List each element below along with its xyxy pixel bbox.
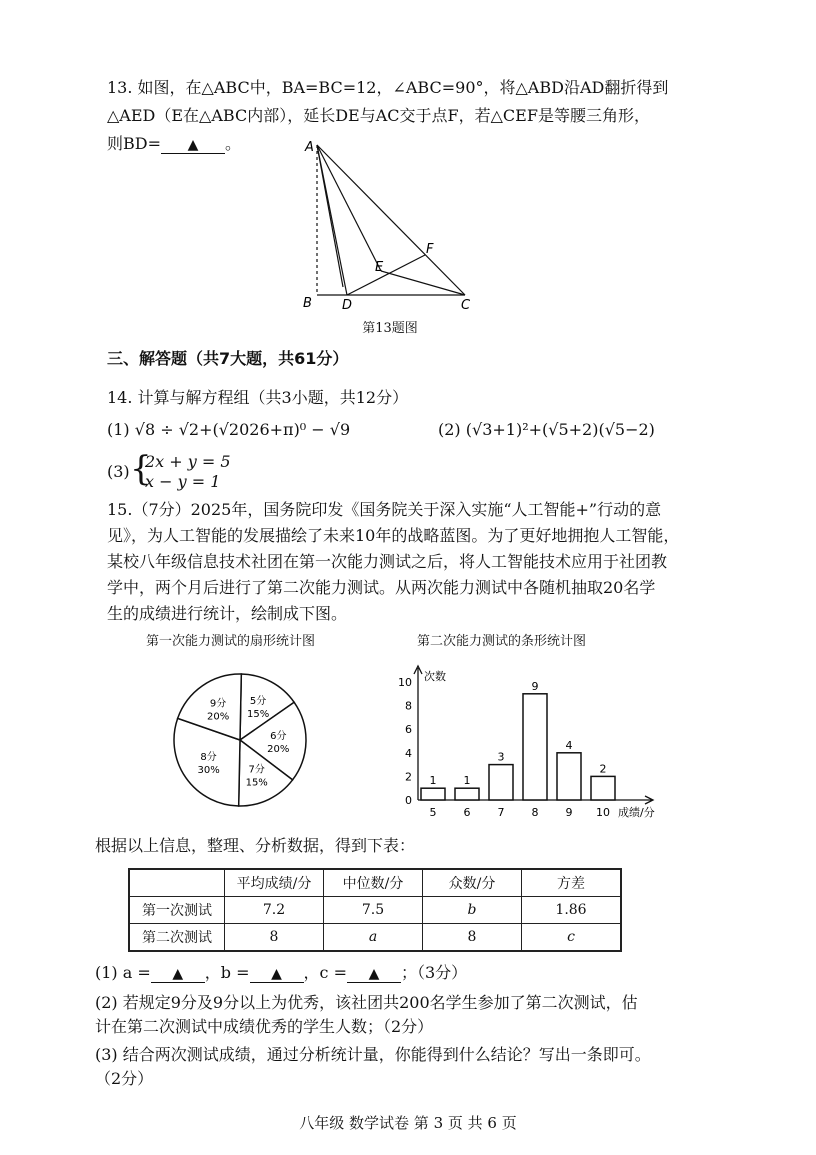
table-row xyxy=(129,897,621,924)
table-header-row xyxy=(129,869,621,897)
answer-blank-b xyxy=(250,963,304,983)
q15-sub-3-line-1: (3) 结合两次测试成绩，通过分析统计量，你能得到什么结论？写出一条即可。 xyxy=(95,1045,651,1064)
table-cell: 8 xyxy=(225,924,324,952)
point-label-a: A xyxy=(305,140,314,155)
q14-equation-2: x − y = 1 xyxy=(145,472,221,491)
q14-part-1: (1) √8 ÷ √2+(√2026+π)⁰ − √9 xyxy=(107,420,351,439)
q15-sub-2-line-1: (2) 若规定9分及9分以上为优秀，该社团共200名学生参加了第二次测试，估 xyxy=(95,993,638,1012)
q13-line-1: 13. 如图，在△ABC中，BA=BC=12，∠ABC=90°，将△ABD沿AD翻折得到 xyxy=(107,78,669,97)
pie-slice-label: 6分 xyxy=(270,730,287,742)
bar-chart xyxy=(390,660,670,825)
q15-sub-1-tail: ；（3分） xyxy=(401,963,468,982)
q15-sub-1-b-label: ，b = xyxy=(204,963,250,982)
y-tick-label: 8 xyxy=(405,699,412,713)
x-tick-label: 8 xyxy=(531,806,539,819)
table-cell: 1.86 xyxy=(522,897,622,924)
point-label-b: B xyxy=(303,296,312,311)
table-cell: a xyxy=(324,924,423,952)
q14-part-3-label: (3) xyxy=(107,462,130,481)
q15-sub-1-c-label: ，c = xyxy=(303,963,347,982)
q13-answer-blank xyxy=(161,134,225,154)
bar-data-label: 1 xyxy=(429,774,437,788)
table-header-cell: 中位数/分 xyxy=(324,869,423,897)
bar xyxy=(523,694,547,800)
table-header-cell: 平均成绩/分 xyxy=(225,869,324,897)
table-header-cell: 方差 xyxy=(522,869,622,897)
q15-line-5: 生的成绩进行统计，绘制成下图。 xyxy=(107,604,348,623)
q13-answer-prefix: 则BD= xyxy=(107,134,161,153)
answer-blank-a xyxy=(151,963,205,983)
y-tick-label: 6 xyxy=(405,723,412,737)
triangle-marker-icon: ▲ xyxy=(368,966,380,982)
table-cell: 第二次测试 xyxy=(129,924,225,952)
y-tick-label: 10 xyxy=(398,676,412,689)
bar-data-label: 2 xyxy=(599,762,607,776)
y-tick-label: 4 xyxy=(405,746,412,760)
q13-geometry-figure xyxy=(295,135,495,315)
q15-analysis-text: 根据以上信息，整理、分析数据，得到下表： xyxy=(95,836,416,855)
bar xyxy=(455,788,479,800)
y-axis-label: 次数 xyxy=(424,670,446,683)
bar xyxy=(489,765,513,800)
pie-slice-label: 5分 xyxy=(249,696,267,708)
bar xyxy=(591,776,615,800)
pie-slice-label: 9分 xyxy=(209,698,227,710)
pie-slice-percent: 30% xyxy=(197,764,220,776)
stats-table xyxy=(128,868,622,952)
bar xyxy=(557,753,581,800)
q15-line-4: 学中，两个月后进行了第二次能力测试。从两次能力测试中各随机抽取20名学 xyxy=(107,578,656,597)
table-cell: 8 xyxy=(423,924,522,952)
pie-slice-label: 8分 xyxy=(200,751,217,763)
pie-slice-percent: 15% xyxy=(245,777,268,789)
q13-line-3 xyxy=(107,131,241,154)
bar-data-label: 4 xyxy=(565,738,573,752)
triangle-marker-icon: ▲ xyxy=(172,966,184,982)
q14-title: 14. 计算与解方程组（共3小题，共12分） xyxy=(107,388,409,407)
segment-df xyxy=(347,255,425,295)
q15-sub-3-line-2: （2分） xyxy=(95,1069,154,1088)
q15-line-1: 15.（7分）2025年，国务院印发《国务院关于深入实施“人工智能+”行动的意 xyxy=(107,500,662,519)
q14-equation-1: 2x + y = 5 xyxy=(145,452,231,471)
q15-sub-2-line-2: 计在第二次测试中成绩优秀的学生人数；（2分） xyxy=(95,1017,434,1036)
q15-line-2: 见》，为人工智能的发展描绘了未来10年的战略蓝图。为了更好地拥抱人工智能， xyxy=(107,526,680,545)
pie-slice-percent: 20% xyxy=(267,743,290,755)
table-row xyxy=(129,924,621,952)
x-tick-label: 7 xyxy=(497,806,505,819)
q15-stem xyxy=(107,497,807,627)
q15-line-3: 某校八年级信息技术社团在第一次能力测试之后，将人工智能技术应用于社团教 xyxy=(107,552,668,571)
segment-ae xyxy=(317,145,381,271)
x-tick-label: 5 xyxy=(429,806,437,819)
pie-slice-percent: 20% xyxy=(206,711,230,723)
bar xyxy=(421,788,445,800)
page-footer: 八年级 数学试卷 第 3 页 共 6 页 xyxy=(299,1114,517,1132)
q15-sub-1-a-label: (1) a = xyxy=(95,963,151,982)
x-tick-label: 9 xyxy=(565,806,573,819)
q15-sub-1 xyxy=(95,960,467,983)
table-header-cell: 众数/分 xyxy=(423,869,522,897)
x-axis-label: 成绩/分 xyxy=(618,806,655,819)
table-cell: 第一次测试 xyxy=(129,897,225,924)
q14-part-2: (2) (√3+1)²+(√5+2)(√5−2) xyxy=(438,420,655,439)
bar-data-label: 1 xyxy=(463,774,471,788)
q13-answer-suffix: 。 xyxy=(225,134,242,153)
segment-inner xyxy=(317,145,343,287)
table-cell: b xyxy=(423,897,522,924)
point-label-e: E xyxy=(375,260,384,275)
x-tick-label: 10 xyxy=(596,806,610,819)
y-tick-label: 0 xyxy=(405,794,412,807)
table-header-cell xyxy=(129,869,225,897)
q13-line-2: △AED（E在△ABC内部），延长DE与AC交于点F，若△CEF是等腰三角形， xyxy=(107,106,650,125)
point-label-d: D xyxy=(342,298,353,313)
section-3-title: 三、解答题（共7大题，共61分） xyxy=(107,349,349,368)
q13-figure-caption: 第13题图 xyxy=(362,321,418,336)
answer-blank-c xyxy=(347,963,401,983)
left-brace-icon: { xyxy=(130,449,152,489)
bar-data-label: 3 xyxy=(497,750,505,764)
x-tick-label: 6 xyxy=(463,806,471,819)
table-cell: 7.5 xyxy=(324,897,423,924)
bar-chart-title: 第二次能力测试的条形统计图 xyxy=(417,634,587,649)
pie-slice-percent: 15% xyxy=(246,709,270,721)
triangle-marker-icon: ▲ xyxy=(271,966,282,982)
table-cell: 7.2 xyxy=(225,897,324,924)
bar-data-label: 9 xyxy=(531,679,539,693)
table-cell: c xyxy=(522,924,622,952)
point-label-f: F xyxy=(426,242,434,257)
pie-chart xyxy=(160,660,320,820)
pie-chart-title: 第一次能力测试的扇形统计图 xyxy=(146,634,316,649)
pie-slice-label: 7分 xyxy=(248,764,265,776)
point-label-c: C xyxy=(461,298,471,313)
triangle-marker-icon: ▲ xyxy=(187,137,199,153)
y-tick-label: 2 xyxy=(405,770,412,784)
